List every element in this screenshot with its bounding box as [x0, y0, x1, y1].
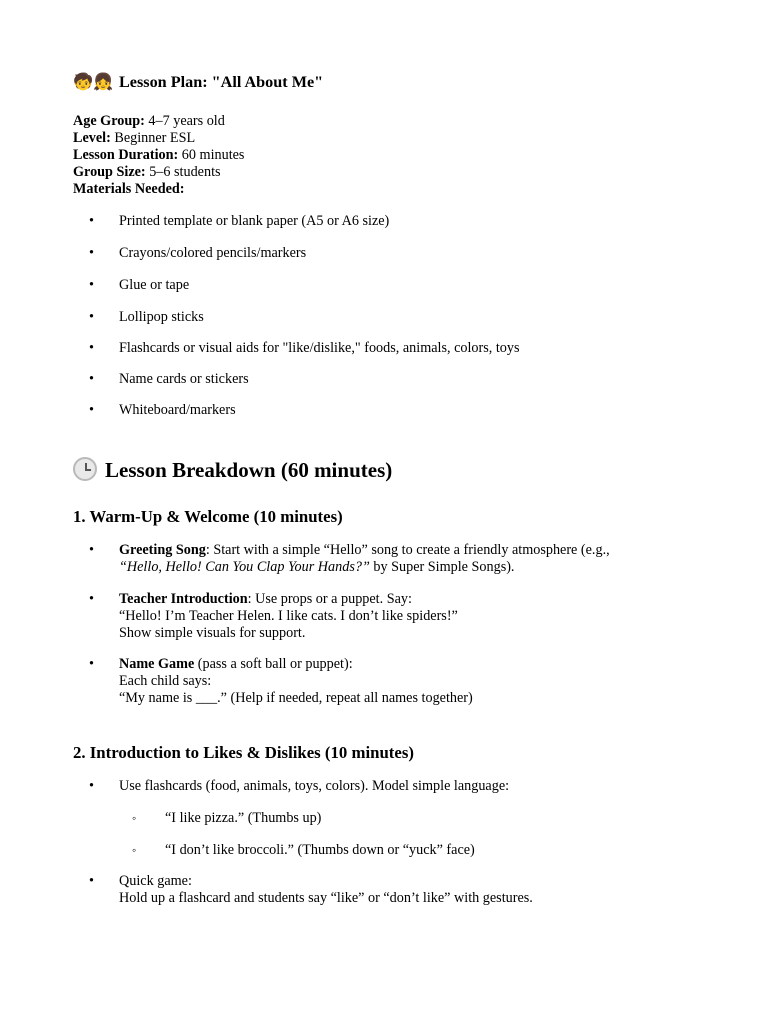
- materials-item: Glue or tape: [119, 277, 190, 293]
- sub-bullet-icon: ◦: [132, 811, 137, 825]
- teacher-introduction-quote: “Hello! I’m Teacher Helen. I like cats. I don’t like spiders!”: [119, 608, 458, 624]
- materials-item: Flashcards or visual aids for "like/dislike," foods, animals, colors, toys: [119, 340, 520, 356]
- meta-group-size: Group Size: 5–6 students: [73, 164, 221, 180]
- lesson-breakdown-heading-text: Lesson Breakdown (60 minutes): [105, 458, 393, 482]
- greeting-song-item: Greeting Song: Start with a simple “Hello” song to create a friendly atmosphere (e.g.,: [119, 542, 610, 558]
- bullet-icon: •: [89, 542, 94, 558]
- bullet-icon: •: [89, 656, 94, 672]
- page-title: [73, 74, 323, 91]
- materials-item: Whiteboard/markers: [119, 402, 236, 418]
- section-1-heading: 1. Warm-Up & Welcome (10 minutes): [73, 507, 343, 526]
- meta-age-group: Age Group: 4–7 years old: [73, 113, 225, 129]
- materials-item: Crayons/colored pencils/markers: [119, 245, 307, 261]
- materials-item: Printed template or blank paper (A5 or A6 size): [119, 213, 390, 229]
- example-dislike-item: “I don’t like broccoli.” (Thumbs down or “yuck” face): [165, 842, 475, 858]
- title-text: Lesson Plan: "All About Me": [119, 73, 324, 91]
- bullet-icon: •: [89, 213, 94, 229]
- section-2-heading: 2. Introduction to Likes & Dislikes (10 minutes): [73, 743, 414, 762]
- flashcards-item: Use flashcards (food, animals, toys, colors). Model simple language:: [119, 778, 510, 794]
- bullet-icon: •: [89, 873, 94, 889]
- bullet-icon: •: [89, 309, 94, 325]
- bullet-icon: •: [89, 277, 94, 293]
- children-emoji-icon: 🧒👧: [73, 73, 114, 91]
- bullet-icon: •: [89, 245, 94, 261]
- sub-bullet-icon: ◦: [132, 843, 137, 857]
- materials-item: Lollipop sticks: [119, 309, 204, 325]
- clock-icon: [73, 457, 97, 481]
- quick-game-description: Hold up a flashcard and students say “like” or “don’t like” with gestures.: [119, 890, 533, 906]
- name-game-line: “My name is ___.” (Help if needed, repeat all names together): [119, 690, 473, 706]
- bullet-icon: •: [89, 340, 94, 356]
- bullet-icon: •: [89, 402, 94, 418]
- teacher-introduction-note: Show simple visuals for support.: [119, 625, 306, 641]
- bullet-icon: •: [89, 591, 94, 607]
- lesson-breakdown-heading: [73, 457, 392, 483]
- bullet-icon: •: [89, 778, 94, 794]
- example-like-item: “I like pizza.” (Thumbs up): [165, 810, 322, 826]
- greeting-song-item-cont: “Hello, Hello! Can You Clap Your Hands?” by Super Simple Songs).: [119, 559, 515, 575]
- quick-game-item: Quick game:: [119, 873, 192, 889]
- materials-item: Name cards or stickers: [119, 371, 249, 387]
- name-game-item: Name Game (pass a soft ball or puppet):: [119, 656, 353, 672]
- name-game-line: Each child says:: [119, 673, 212, 689]
- teacher-introduction-item: Teacher Introduction: Use props or a puppet. Say:: [119, 591, 412, 607]
- meta-materials-needed: Materials Needed:: [73, 181, 185, 197]
- meta-lesson-duration: Lesson Duration: 60 minutes: [73, 147, 245, 163]
- meta-level: Level: Beginner ESL: [73, 130, 196, 146]
- bullet-icon: •: [89, 371, 94, 387]
